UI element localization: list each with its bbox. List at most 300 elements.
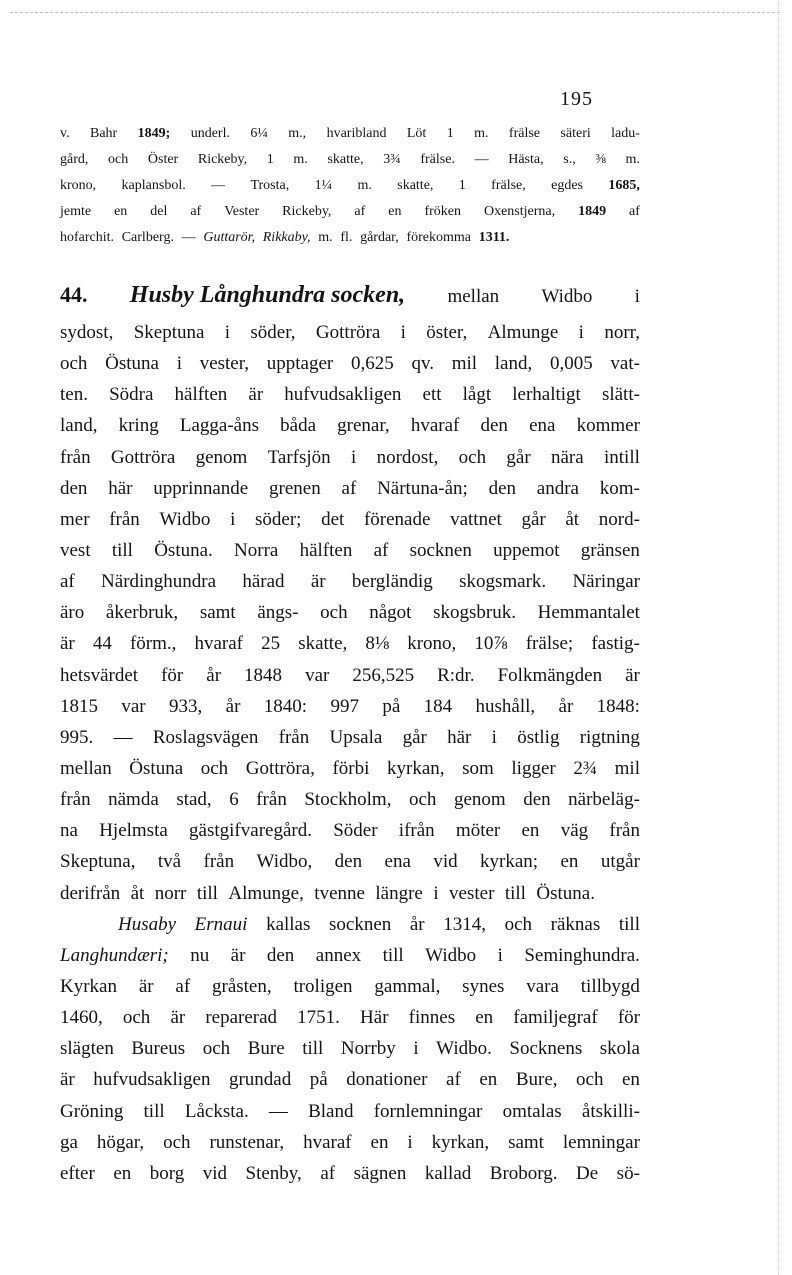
word: Norrby: [340, 1038, 396, 1060]
word: krono,: [60, 178, 97, 193]
word: fornlemningar: [373, 1100, 483, 1122]
word: på: [309, 1069, 328, 1091]
word: gästgifvaregård.: [189, 820, 312, 842]
word: Hästa,: [508, 152, 544, 167]
word: Öster: [147, 152, 179, 167]
word: den: [60, 477, 88, 499]
word: rigtning: [579, 726, 640, 748]
word: och: [576, 1069, 604, 1091]
word: närbeläg-: [568, 789, 640, 811]
word: m.: [357, 178, 372, 193]
word: ängs-: [257, 602, 299, 624]
word: reparerad: [205, 1007, 278, 1029]
word: upptager: [266, 353, 334, 375]
section-heading-line: [60, 282, 640, 322]
word: och: [408, 789, 437, 811]
word: är: [230, 944, 246, 966]
word: den: [334, 851, 363, 873]
word: nära: [550, 446, 584, 468]
word: Kyrkan: [60, 975, 117, 997]
word: af: [60, 571, 75, 593]
text-line: [60, 758, 640, 789]
word: af: [373, 539, 389, 561]
text-line: [60, 178, 640, 204]
word: annex: [315, 944, 362, 966]
text-line: [60, 976, 640, 1007]
word: Skeptuna,: [60, 851, 136, 873]
word: är: [625, 664, 640, 686]
word: Upsala: [329, 726, 383, 748]
word: är: [310, 571, 326, 593]
word: till: [504, 882, 526, 904]
text-line: [60, 353, 640, 384]
word: m.: [625, 152, 640, 167]
word: ligger: [511, 757, 556, 779]
word: nordost,: [376, 446, 439, 468]
word: söder,: [250, 322, 296, 343]
word: Widbo: [425, 944, 477, 966]
word: 933,: [169, 695, 203, 717]
word: väg: [560, 820, 589, 842]
word: grundad: [228, 1069, 292, 1091]
word: Stockholm,: [304, 789, 392, 811]
word: 1848: [244, 664, 283, 686]
word: i: [400, 322, 406, 343]
word: är: [248, 384, 264, 406]
word: m.: [474, 126, 489, 141]
word: af: [190, 204, 202, 219]
word: Här: [360, 1007, 389, 1029]
word: m.: [318, 230, 333, 245]
word: ladu-: [611, 126, 640, 141]
word: ena: [384, 851, 411, 873]
word: en: [388, 204, 402, 219]
word: skatte,: [298, 633, 348, 655]
text-line: [60, 1101, 640, 1132]
word: förbi: [332, 757, 370, 779]
text-line: [60, 540, 640, 571]
word: Tarfsjön: [267, 446, 331, 468]
word: sydost,: [60, 322, 114, 343]
word: Widbo,: [256, 851, 313, 873]
word: 1: [446, 126, 454, 141]
word: del: [150, 204, 168, 219]
word: gammal,: [374, 975, 441, 997]
word: Skeptuna: [133, 322, 205, 343]
word: Lagga-åns: [179, 415, 259, 437]
word: åkerbruk,: [105, 602, 179, 624]
word: mil: [451, 353, 478, 375]
word: skatte,: [327, 152, 364, 167]
word: Östuna: [129, 757, 184, 779]
word: gård,: [60, 152, 89, 167]
word: 995.: [60, 726, 94, 748]
word: egdes: [551, 178, 584, 193]
word: något: [369, 602, 412, 624]
word: kyrkan;: [480, 851, 539, 873]
word: Närdinghundra: [101, 571, 217, 593]
word: Låcksta.: [184, 1100, 249, 1122]
word: år: [409, 913, 425, 935]
word: går: [402, 726, 427, 748]
word: genom: [195, 446, 248, 468]
word: kring: [118, 415, 159, 437]
word: Bahr: [90, 126, 118, 141]
word: i: [176, 353, 182, 375]
word: i: [413, 1038, 419, 1060]
word: 1849: [578, 204, 607, 219]
word: fröken: [424, 204, 461, 219]
word: omtalas: [502, 1100, 562, 1122]
word: 10⅞: [474, 633, 508, 655]
section-title: Husby Långhundra socken,: [129, 282, 406, 308]
word: 44: [92, 633, 112, 655]
word: Hjelmsta: [99, 820, 168, 842]
text-line: [60, 1163, 640, 1194]
word: ten.: [60, 384, 88, 406]
word: och: [504, 913, 533, 935]
heading-word: i: [634, 286, 640, 307]
word: är: [138, 975, 154, 997]
word: en: [114, 204, 128, 219]
word: hvaraf: [303, 1131, 352, 1153]
word: längre: [375, 882, 423, 904]
word: tvenne: [314, 882, 365, 904]
word: här: [108, 477, 133, 499]
word: intill: [603, 446, 640, 468]
word: Hemmantalet: [537, 602, 640, 624]
word: 0,625: [350, 353, 394, 375]
word: af: [629, 204, 640, 219]
word: 1840:: [263, 695, 308, 717]
word: hvaribland: [326, 126, 387, 141]
word: i: [497, 944, 503, 966]
word: 184: [423, 695, 453, 717]
word: 6¼: [250, 126, 268, 141]
text-line: [60, 204, 640, 230]
word: hofarchit.: [60, 230, 115, 245]
word: norr: [154, 882, 187, 904]
word: Rikkaby,: [262, 230, 311, 245]
word: i: [407, 1131, 413, 1153]
word: hälften: [174, 384, 228, 406]
word: 1314,: [443, 913, 486, 935]
word: mer: [60, 508, 90, 530]
word: donationer: [346, 1069, 428, 1091]
word: skogsbruk.: [433, 602, 516, 624]
word: familjegraf: [513, 1007, 598, 1029]
text-line: [60, 384, 640, 415]
word: kaplansbol.: [121, 178, 186, 193]
scan-edge-line: [10, 12, 780, 13]
text-line: [60, 851, 640, 882]
word: tillbygd: [580, 975, 640, 997]
word: finnes: [408, 1007, 456, 1029]
scan-right-edge: [778, 0, 779, 1275]
word: slägten: [60, 1038, 114, 1060]
word: går: [521, 508, 546, 530]
word: socknen: [329, 913, 392, 935]
word: Östuna: [105, 353, 159, 375]
word: i: [224, 322, 231, 343]
word: och: [108, 152, 129, 167]
word: 1: [266, 152, 274, 167]
word: förm.,: [129, 633, 177, 655]
text-line: [60, 478, 640, 509]
word: Bureus: [131, 1038, 186, 1060]
word: Gottröra: [315, 322, 381, 343]
text-line: [60, 665, 640, 696]
word: 1460,: [60, 1007, 103, 1029]
text-line: [60, 230, 640, 256]
word: och: [122, 1007, 151, 1029]
word: och: [202, 1038, 231, 1060]
word: Näringar: [572, 571, 640, 593]
word: i: [491, 726, 497, 748]
word: till: [618, 913, 640, 935]
word: från: [60, 446, 91, 468]
section-body: [60, 322, 640, 1194]
text-line: [60, 1038, 640, 1069]
word: upprinnande: [153, 477, 249, 499]
word: lemningar: [562, 1131, 640, 1153]
section-number: 44.: [60, 282, 88, 307]
word: 1849;: [137, 126, 171, 141]
text-line: [60, 126, 640, 152]
word: derifrån: [60, 882, 121, 904]
word: är: [60, 633, 75, 655]
word: na: [60, 820, 78, 842]
word: 1751.: [297, 1007, 340, 1029]
word: skogsmark.: [459, 571, 547, 593]
word: till: [382, 944, 404, 966]
word: den: [480, 415, 508, 437]
word: 1848:: [596, 695, 640, 717]
word: Oxenstjerna,: [483, 204, 556, 219]
word: ett: [422, 384, 442, 406]
word: af: [320, 1162, 336, 1184]
word: af: [341, 477, 357, 499]
word: Carlberg.: [121, 230, 174, 245]
word: en: [475, 1007, 494, 1029]
word: 6: [229, 789, 239, 811]
word: från: [256, 789, 287, 811]
word: Södra: [109, 384, 154, 406]
word: synes: [462, 975, 505, 997]
word: skatte,: [397, 178, 434, 193]
text-line: [60, 914, 640, 945]
word: utgår: [600, 851, 640, 873]
word: åtskilli-: [581, 1100, 640, 1122]
word: af: [175, 975, 191, 997]
word: lågt: [462, 384, 492, 406]
word: vester: [449, 882, 495, 904]
word: nämda: [108, 789, 159, 811]
word: Gröning: [60, 1100, 124, 1122]
word: Norra: [234, 539, 279, 561]
word: 1¼: [314, 178, 333, 193]
word: Löt: [406, 126, 427, 141]
word: från: [278, 726, 310, 748]
word: land,: [494, 353, 533, 375]
word: var: [305, 664, 330, 686]
word: och: [200, 757, 229, 779]
word: går: [506, 446, 531, 468]
word: Östuna.: [154, 539, 213, 561]
word: år: [206, 664, 222, 686]
word: hvaraf: [410, 415, 460, 437]
word: troligen: [293, 975, 353, 997]
word: Broborg.: [489, 1162, 558, 1184]
word: från: [109, 508, 140, 530]
word: mellan: [60, 757, 112, 779]
word: nord-: [598, 508, 640, 530]
word: Guttarör,: [203, 230, 256, 245]
word: Gottröra: [110, 446, 176, 468]
word: 3¾: [383, 152, 401, 167]
word: 8⅛: [365, 633, 390, 655]
word: frälse;: [525, 633, 574, 655]
word: hushåll,: [475, 695, 536, 717]
word: krono,: [407, 633, 457, 655]
word: 0,005: [549, 353, 593, 375]
word: en: [560, 851, 579, 873]
word: sö-: [616, 1162, 640, 1184]
word: runstenar,: [209, 1131, 285, 1153]
word: Widbo: [159, 508, 211, 530]
word: det: [321, 508, 345, 530]
word: högar,: [96, 1131, 145, 1153]
word: åt: [565, 508, 580, 530]
text-line: [60, 1007, 640, 1038]
word: den: [488, 477, 517, 499]
word: en: [622, 1069, 640, 1091]
word: grenar,: [337, 415, 390, 437]
word: vattnet: [450, 508, 502, 530]
word: socknen: [409, 539, 472, 561]
word: ga: [60, 1131, 78, 1153]
word: säteri: [560, 126, 591, 141]
word: —: [181, 230, 196, 245]
word: Folkmängden: [497, 664, 603, 686]
word: norr,: [604, 322, 640, 343]
word: Östuna.: [536, 882, 595, 904]
text-line: [60, 447, 640, 478]
word: och: [163, 1131, 191, 1153]
word: hetsvärdet: [60, 664, 139, 686]
word: lerhaltigt: [512, 384, 581, 406]
word: bergländig: [351, 571, 433, 593]
word: förenade: [363, 508, 431, 530]
word: Vester: [224, 204, 260, 219]
text-line: [60, 696, 640, 727]
word: på: [382, 695, 401, 717]
word: land,: [60, 415, 98, 437]
word: 256,525: [352, 664, 415, 686]
word: här: [447, 726, 472, 748]
word: vid: [433, 851, 458, 873]
word: nu: [190, 944, 210, 966]
word: Almunge: [487, 322, 559, 343]
word: gårdar,: [360, 230, 399, 245]
word: Trosta,: [250, 178, 290, 193]
word: —: [211, 178, 226, 193]
word: 2¾: [573, 757, 598, 779]
word: den: [266, 944, 295, 966]
word: Bure,: [515, 1069, 558, 1091]
text-line: [60, 415, 640, 446]
word: 1815: [60, 695, 98, 717]
word: i: [433, 882, 439, 904]
word: frälse.: [420, 152, 455, 167]
word: räknas: [550, 913, 601, 935]
word: R:dr.: [437, 664, 475, 686]
word: åt: [130, 882, 145, 904]
word: Bure: [247, 1038, 285, 1060]
word: var: [121, 695, 146, 717]
word: samt: [508, 1131, 544, 1153]
intro-paragraph: [60, 126, 640, 256]
word: Stenby,: [245, 1162, 302, 1184]
word: Socknens: [509, 1038, 583, 1060]
word: frälse: [508, 126, 541, 141]
text-line: [60, 820, 640, 851]
word: efter: [60, 1162, 95, 1184]
word: af: [354, 204, 366, 219]
word: från: [60, 789, 91, 811]
word: 1311.: [478, 230, 510, 245]
word: Söder: [333, 820, 378, 842]
word: 25: [261, 633, 281, 655]
word: kyrkan,: [431, 1131, 490, 1153]
text-line: [60, 1069, 640, 1100]
word: en: [479, 1069, 498, 1091]
word: till: [143, 1100, 165, 1122]
word: Rickeby,: [282, 204, 332, 219]
word: vara: [526, 975, 559, 997]
word: år: [558, 695, 574, 717]
word: mil: [614, 757, 640, 779]
word: för: [161, 664, 184, 686]
word: sägnen: [353, 1162, 407, 1184]
word: i: [230, 508, 236, 530]
word: v.: [60, 126, 70, 141]
word: vat-: [610, 353, 640, 375]
word: af: [446, 1069, 461, 1091]
word: östlig: [517, 726, 560, 748]
text-line: [60, 509, 640, 540]
word: 997: [330, 695, 359, 717]
text-line: [60, 571, 640, 602]
word: grenen: [269, 477, 321, 499]
word: kallas: [266, 913, 311, 935]
word: —: [474, 152, 489, 167]
word: för: [617, 1007, 640, 1029]
word: samt: [199, 602, 236, 624]
word: fl.: [340, 230, 353, 245]
word: hvaraf: [194, 633, 244, 655]
word: kom-: [599, 477, 640, 499]
word: hufvudsakligen: [284, 384, 402, 406]
word: från: [609, 820, 640, 842]
word: Husaby: [118, 913, 177, 935]
word: jemte: [60, 204, 92, 219]
word: öster,: [426, 322, 468, 343]
text-line: [60, 1132, 640, 1163]
word: underl.: [190, 126, 230, 141]
word: kyrkan,: [387, 757, 445, 779]
word: —: [113, 726, 133, 748]
